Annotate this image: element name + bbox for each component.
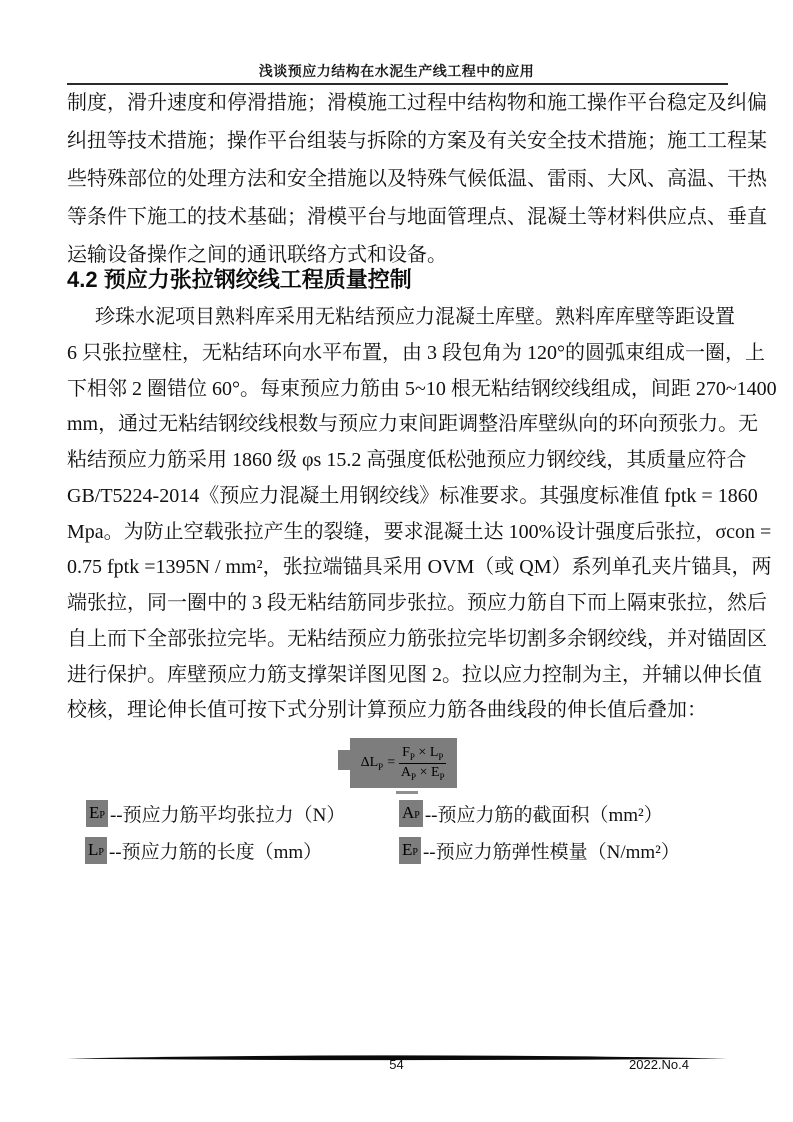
text-line: 下相邻 2 圈错位 60°。每束预应力筋由 5~10 根无粘结钢绞线组成，间距 270~1400 [67, 377, 777, 400]
text-line: 运输设备操作之间的通讯联络方式和设备。 [67, 244, 447, 266]
text-line: 进行保护。库壁预应力筋支撑架详图见图 2。拉以应力控制为主，并辅以伸长值 [67, 663, 762, 686]
formula-lhs: $\Delta L_P$ [360, 754, 384, 772]
definition-text: --预应力筋的长度（mm） [108, 842, 323, 863]
text-line: 制度，滑升速度和停滑措施；滑模施工过程中结构物和施工操作平台稳定及纠偏 [67, 92, 767, 114]
definition-text: --预应力筋弹性模量（N/mm²） [422, 842, 680, 863]
symbol-chip: A P [399, 800, 423, 826]
definition-item [399, 837, 680, 864]
section-heading: 4.2 预应力张拉钢绞线工程质量控制 [67, 267, 412, 292]
running-header-title: 浅谈预应力结构在水泥生产线工程中的应用 [258, 65, 535, 80]
text-line: 粘结预应力筋采用 1860 级 φs 15.2 高强度低松弛预应力钢绞线，其质量应符合 [67, 449, 747, 471]
definition-text: --预应力筋的截面积（mm²） [424, 805, 663, 826]
definition-text: --预应力筋平均张拉力（N） [109, 805, 346, 826]
paragraph-continued [67, 84, 767, 274]
text-line: 6 只张拉壁柱，无粘结环向水平布置，由 3 段包角为 120°的圆弧束组成一圈，上 [67, 341, 765, 364]
text-line: 珍珠水泥项目熟料库采用无粘结预应力混凝土库壁。熟料库库壁等距设置 [95, 306, 735, 328]
formula-fraction [399, 745, 446, 782]
formula-numerator: $F_P \times L_P$ [399, 745, 446, 764]
text-line: 些特殊部位的处理方法和安全措施以及特殊气候低温、雷雨、大风、高温、干热 [67, 168, 767, 190]
page-number: 54 [389, 1057, 404, 1072]
text-line: 等条件下施工的技术基础；滑模平台与地面管理点、混凝土等材料供应点、垂直 [67, 206, 767, 228]
symbol-chip: L P [85, 837, 107, 863]
formula-denominator: $A_P \times E_P$ [400, 764, 445, 782]
formula-highlight-mark [396, 791, 418, 794]
definition-item [399, 800, 663, 827]
definition-item [85, 837, 322, 864]
definition-item [86, 800, 345, 827]
text-line: 纠扭等技术措施；操作平台组装与拆除的方案及有关安全技术措施；施工工程某 [67, 130, 767, 152]
text-line: mm，通过无粘结钢绞线根数与预应力束间距调整沿库壁纵向的环向预张力。无 [67, 413, 759, 436]
issue-label: 2022.No.4 [629, 1057, 689, 1072]
symbol-chip: E P [86, 800, 108, 826]
paragraph-body [67, 300, 777, 729]
text-line: Mpa。为防止空载张拉产生的裂缝，要求混凝土达 100%设计强度后张拉，σcon = [67, 520, 772, 543]
formula-equals: = [387, 755, 396, 770]
text-line: 端张拉，同一圈中的 3 段无粘结筋同步张拉。预应力筋自下而上隔束张拉，然后 [67, 592, 767, 614]
symbol-chip: E P [399, 837, 421, 863]
text-line: 校核，理论伸长值可按下式分别计算预应力筋各曲线段的伸长值后叠加： [67, 699, 707, 722]
text-line: GB/T5224-2014《预应力混凝土用钢绞线》标准要求。其强度标准值 fptk = 1860 [67, 484, 758, 507]
text-line: 0.75 fptk =1395N / mm²，张拉端锚具采用 OVM（或 QM）系列单孔夹片锚具，两 [67, 556, 772, 579]
elongation-formula [350, 738, 457, 788]
text-line: 自上而下全部张拉完毕。无粘结预应力筋张拉完毕切割多余钢绞线，并对锚固区 [67, 627, 767, 650]
